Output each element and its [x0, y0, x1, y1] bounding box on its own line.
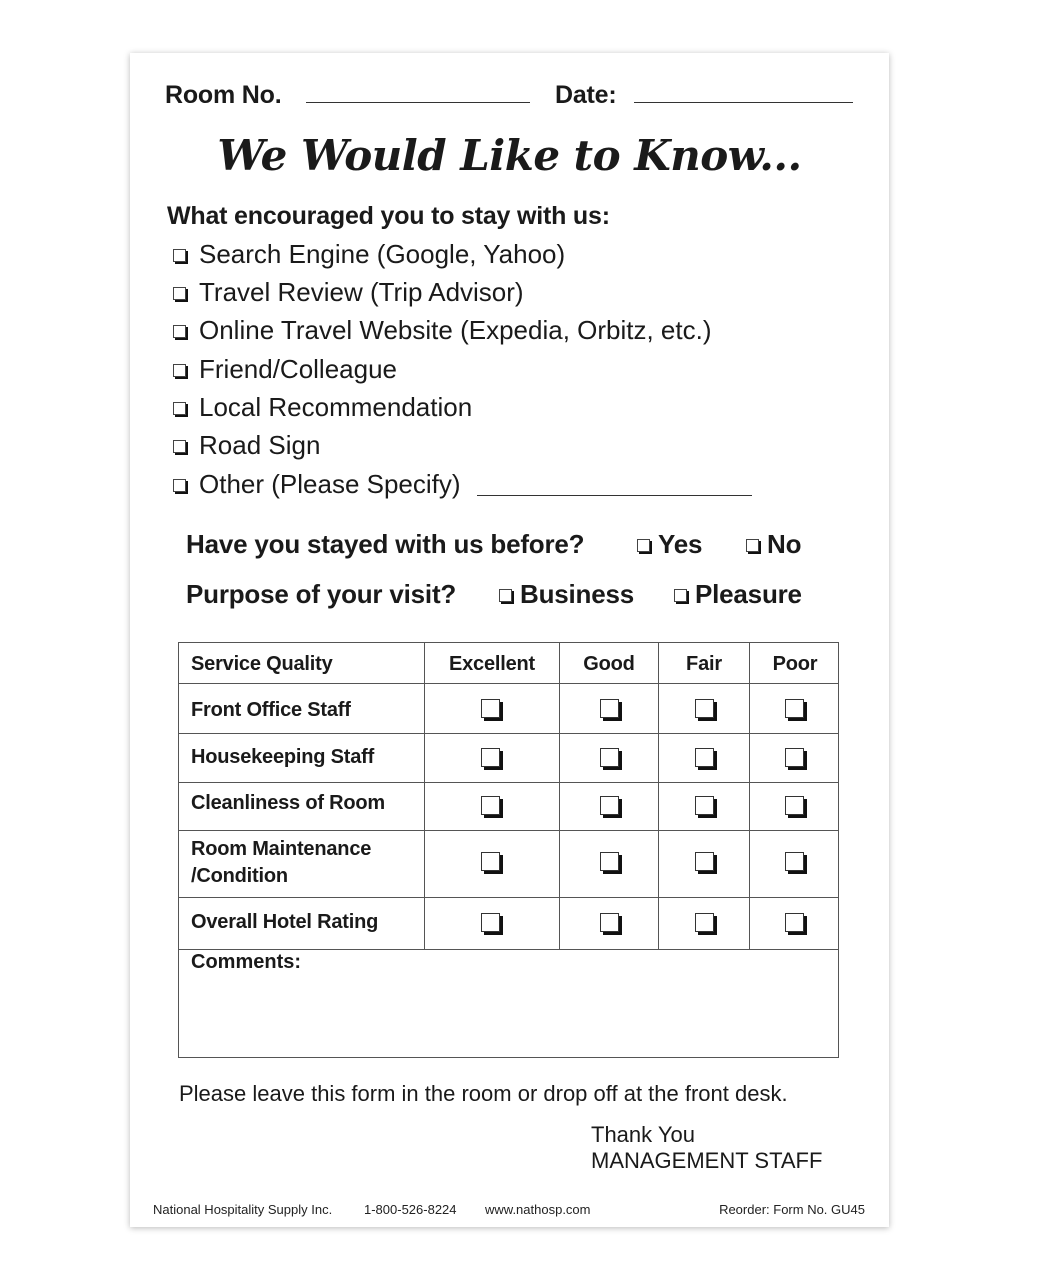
- option-label: No: [767, 529, 802, 559]
- option-local-recommendation[interactable]: [173, 392, 472, 423]
- header-fair: Fair: [686, 653, 722, 675]
- table-divider: [179, 782, 838, 783]
- checkbox-poor[interactable]: [785, 796, 804, 815]
- option-online-travel-website[interactable]: [173, 315, 712, 346]
- checkbox-poor[interactable]: [785, 852, 804, 871]
- table-divider: [424, 643, 425, 950]
- header-excellent: Excellent: [448, 653, 536, 675]
- purpose-row: [186, 579, 456, 610]
- checkbox-excellent[interactable]: [481, 699, 500, 718]
- comments-label: Comments:: [191, 951, 302, 973]
- room-number-label: Room No.: [165, 81, 282, 109]
- checkbox-excellent[interactable]: [481, 796, 500, 815]
- option-other[interactable]: [173, 469, 461, 500]
- footer-phone: 1-800-526-8224: [364, 1202, 457, 1217]
- service-quality-table: [178, 642, 839, 1058]
- comments-field[interactable]: [179, 950, 838, 1057]
- checkbox-poor[interactable]: [785, 913, 804, 932]
- footer-reorder: Reorder: Form No. GU45: [719, 1202, 865, 1217]
- header-good: Good: [583, 653, 635, 675]
- checkbox-icon[interactable]: [173, 440, 186, 453]
- signoff-management: MANAGEMENT STAFF: [591, 1148, 823, 1173]
- purpose-question: Purpose of your visit?: [186, 579, 457, 609]
- option-label: Friend/Colleague: [199, 354, 398, 384]
- checkbox-fair[interactable]: [695, 852, 714, 871]
- checkbox-icon[interactable]: [173, 325, 186, 338]
- checkbox-icon[interactable]: [173, 249, 186, 262]
- option-label: Road Sign: [199, 430, 321, 460]
- table-divider: [179, 733, 838, 734]
- option-label: Pleasure: [695, 579, 802, 609]
- header-service-quality: Service Quality: [191, 653, 333, 675]
- checkbox-good[interactable]: [600, 699, 619, 718]
- row-label: Cleanliness of Room: [191, 792, 386, 814]
- checkbox-excellent[interactable]: [481, 913, 500, 932]
- footer-website: www.nathosp.com: [485, 1202, 591, 1217]
- checkbox-fair[interactable]: [695, 796, 714, 815]
- option-label: Online Travel Website (Expedia, Orbitz, etc.): [199, 315, 712, 345]
- signoff: [591, 1122, 822, 1174]
- checkbox-excellent[interactable]: [481, 852, 500, 871]
- row-label: Housekeeping Staff: [191, 746, 375, 768]
- table-divider: [179, 683, 838, 684]
- checkbox-poor[interactable]: [785, 699, 804, 718]
- checkbox-icon[interactable]: [173, 479, 186, 492]
- stayed-before-no[interactable]: [746, 529, 801, 560]
- checkbox-fair[interactable]: [695, 913, 714, 932]
- option-label: Business: [520, 579, 635, 609]
- checkbox-icon[interactable]: [499, 589, 512, 602]
- option-friend-colleague[interactable]: [173, 354, 397, 385]
- checkbox-icon[interactable]: [173, 364, 186, 377]
- table-divider: [658, 643, 659, 950]
- row-label: Front Office Staff: [191, 699, 351, 721]
- encouraged-question: What encouraged you to stay with us:: [167, 202, 610, 230]
- table-divider: [749, 643, 750, 950]
- option-label: Search Engine (Google, Yahoo): [199, 239, 566, 269]
- room-number-field[interactable]: [306, 102, 530, 103]
- checkbox-icon[interactable]: [746, 539, 759, 552]
- stayed-before-row: [186, 529, 584, 560]
- header-poor: Poor: [772, 653, 818, 675]
- option-travel-review[interactable]: [173, 277, 524, 308]
- table-divider: [179, 897, 838, 898]
- option-road-sign[interactable]: [173, 430, 320, 461]
- checkbox-good[interactable]: [600, 796, 619, 815]
- footer-company: National Hospitality Supply Inc.: [153, 1202, 333, 1217]
- stayed-before-yes[interactable]: [637, 529, 702, 560]
- purpose-pleasure[interactable]: [674, 579, 802, 610]
- checkbox-good[interactable]: [600, 852, 619, 871]
- checkbox-good[interactable]: [600, 913, 619, 932]
- option-label: Other (Please Specify): [199, 469, 461, 499]
- checkbox-icon[interactable]: [674, 589, 687, 602]
- feedback-form-card: [130, 53, 889, 1227]
- form-title: We Would Like to Know...: [217, 131, 802, 180]
- checkbox-fair[interactable]: [695, 699, 714, 718]
- row-label: Overall Hotel Rating: [191, 911, 379, 933]
- other-specify-field[interactable]: [477, 495, 752, 496]
- checkbox-good[interactable]: [600, 748, 619, 767]
- date-field[interactable]: [634, 102, 853, 103]
- checkbox-icon[interactable]: [637, 539, 650, 552]
- purpose-business[interactable]: [499, 579, 634, 610]
- table-divider: [179, 830, 838, 831]
- row-label: Room Maintenance /Condition: [191, 838, 372, 887]
- signoff-thank-you: Thank You: [591, 1122, 695, 1147]
- option-search-engine[interactable]: [173, 239, 565, 270]
- table-divider: [559, 643, 560, 950]
- stayed-before-question: Have you stayed with us before?: [186, 529, 585, 559]
- checkbox-poor[interactable]: [785, 748, 804, 767]
- option-label: Yes: [658, 529, 703, 559]
- date-label: Date:: [555, 81, 617, 109]
- return-instructions: Please leave this form in the room or drop off at the front desk.: [179, 1081, 788, 1106]
- option-label: Local Recommendation: [199, 392, 473, 422]
- checkbox-icon[interactable]: [173, 287, 186, 300]
- checkbox-excellent[interactable]: [481, 748, 500, 767]
- checkbox-icon[interactable]: [173, 402, 186, 415]
- option-label: Travel Review (Trip Advisor): [199, 277, 524, 307]
- checkbox-fair[interactable]: [695, 748, 714, 767]
